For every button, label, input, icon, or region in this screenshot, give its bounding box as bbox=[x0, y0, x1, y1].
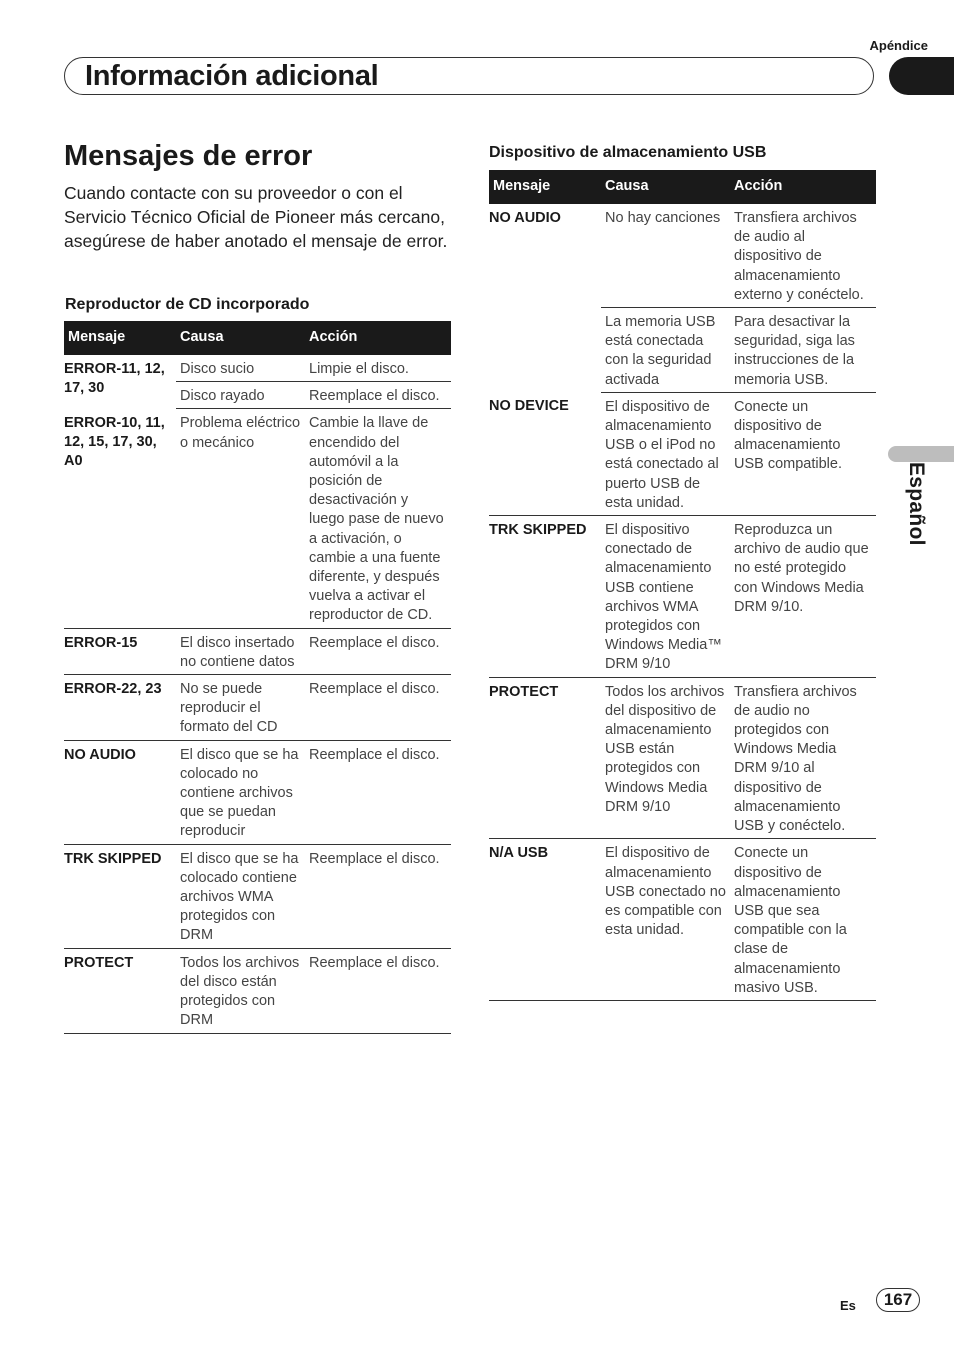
intro-paragraph: Cuando contacte con su proveedor o con el Servicio Técnico Oficial de Pioneer más cercano, asegúrese de haber anotado el mensaje de error. bbox=[64, 183, 448, 251]
table-row bbox=[64, 740, 451, 844]
usb-error-table bbox=[489, 170, 876, 1001]
error-action: Conecte un dispositivo de almacenamiento USB compatible. bbox=[730, 392, 876, 515]
page-title: Mensajes de error bbox=[64, 140, 313, 172]
table-row bbox=[64, 409, 451, 628]
error-action: Reemplace el disco. bbox=[305, 382, 451, 409]
error-action: Transfiera archivos de audio al dispositivo de almacenamiento externo y conéctelo. bbox=[730, 204, 876, 308]
table-row bbox=[489, 392, 876, 515]
error-message: PROTECT bbox=[64, 948, 176, 1033]
error-action: Para desactivar la seguridad, siga las instrucciones de la memoria USB. bbox=[730, 308, 876, 393]
error-action: Cambie la llave de encendido del automóvil a la posición de desactivación y luego pase de nuevo a activación, o cambie a una fuente diferente, y después vuelva a activar el reproductor de CD. bbox=[305, 409, 451, 628]
error-cause: El dispositivo conectado de almacenamiento USB contiene archivos WMA protegidos con Windows Media™ DRM 9/10 bbox=[601, 516, 730, 678]
error-action: Limpie el disco. bbox=[305, 355, 451, 382]
error-action: Reemplace el disco. bbox=[305, 844, 451, 948]
error-action: Transfiera archivos de audio no protegidos con Windows Media DRM 9/10 al dispositivo de almacenamiento USB y conéctelo. bbox=[730, 677, 876, 839]
error-cause: Problema eléctrico o mecánico bbox=[176, 409, 305, 628]
error-action: Conecte un dispositivo de almacenamiento USB que sea compatible con la clase de almacenamiento masivo USB. bbox=[730, 839, 876, 1001]
col-header-cause: Causa bbox=[176, 321, 305, 355]
usb-section-title: Dispositivo de almacenamiento USB bbox=[489, 144, 767, 161]
error-cause: La memoria USB está conectada con la seguridad activada bbox=[601, 308, 730, 393]
section-title: Información adicional bbox=[85, 60, 379, 92]
error-message: ERROR-11, 12, 17, 30 bbox=[64, 361, 165, 397]
col-header-message: Mensaje bbox=[489, 170, 601, 204]
error-cause: El disco que se ha colocado contiene archivos WMA protegidos con DRM bbox=[176, 844, 305, 948]
error-cause: El dispositivo de almacenamiento USB conectado no es compatible con esta unidad. bbox=[601, 839, 730, 1001]
error-cause: El disco que se ha colocado no contiene archivos que se puedan reproducir bbox=[176, 740, 305, 844]
col-header-action: Acción bbox=[730, 170, 876, 204]
error-action: Reproduzca un archivo de audio que no esté protegido con Windows Media DRM 9/10. bbox=[730, 516, 876, 678]
table-row bbox=[489, 677, 876, 839]
error-cause: Todos los archivos del dispositivo de almacenamiento USB están protegidos con Windows Media DRM 9/10 bbox=[601, 677, 730, 839]
error-message: N/A USB bbox=[489, 839, 601, 1001]
table-row bbox=[489, 839, 876, 1001]
language-tab bbox=[888, 446, 954, 462]
table-row bbox=[64, 355, 451, 382]
error-cause: El dispositivo de almacenamiento USB o el iPod no está conectado al puerto USB de esta unidad. bbox=[601, 392, 730, 515]
error-cause: El disco insertado no contiene datos bbox=[176, 628, 305, 674]
error-message: NO DEVICE bbox=[489, 392, 601, 515]
page-number: 167 bbox=[876, 1288, 920, 1312]
error-cause: No hay canciones bbox=[601, 204, 730, 308]
table-row bbox=[64, 675, 451, 741]
error-action: Reemplace el disco. bbox=[305, 740, 451, 844]
error-message: ERROR-15 bbox=[64, 628, 176, 674]
error-cause: No se puede reproducir el formato del CD bbox=[176, 675, 305, 741]
error-message: ERROR-10, 11, 12, 15, 17, 30, A0 bbox=[64, 409, 176, 628]
error-message: ERROR-22, 23 bbox=[64, 675, 176, 741]
error-action: Reemplace el disco. bbox=[305, 675, 451, 741]
section-header bbox=[64, 57, 874, 95]
error-message: TRK SKIPPED bbox=[489, 516, 601, 678]
cd-error-table bbox=[64, 321, 451, 1034]
col-header-message: Mensaje bbox=[64, 321, 176, 355]
col-header-action: Acción bbox=[305, 321, 451, 355]
error-cause: Todos los archivos del disco están protegidos con DRM bbox=[176, 948, 305, 1033]
section-tab-marker bbox=[889, 57, 954, 95]
footer-lang-code: Es bbox=[840, 1298, 856, 1313]
error-cause: Disco sucio bbox=[176, 355, 305, 382]
error-cause: Disco rayado bbox=[176, 382, 305, 409]
error-message: NO AUDIO bbox=[489, 210, 561, 226]
error-message: TRK SKIPPED bbox=[64, 844, 176, 948]
error-action: Reemplace el disco. bbox=[305, 948, 451, 1033]
table-row bbox=[64, 844, 451, 948]
error-message: NO AUDIO bbox=[64, 740, 176, 844]
language-label: Español bbox=[905, 462, 928, 546]
table-row bbox=[64, 948, 451, 1033]
table-row bbox=[489, 204, 876, 308]
col-header-cause: Causa bbox=[601, 170, 730, 204]
error-action: Reemplace el disco. bbox=[305, 628, 451, 674]
cd-section-title: Reproductor de CD incorporado bbox=[65, 296, 310, 313]
table-row bbox=[489, 516, 876, 678]
table-row bbox=[64, 628, 451, 674]
chapter-label: Apéndice bbox=[869, 38, 928, 53]
error-message: PROTECT bbox=[489, 677, 601, 839]
